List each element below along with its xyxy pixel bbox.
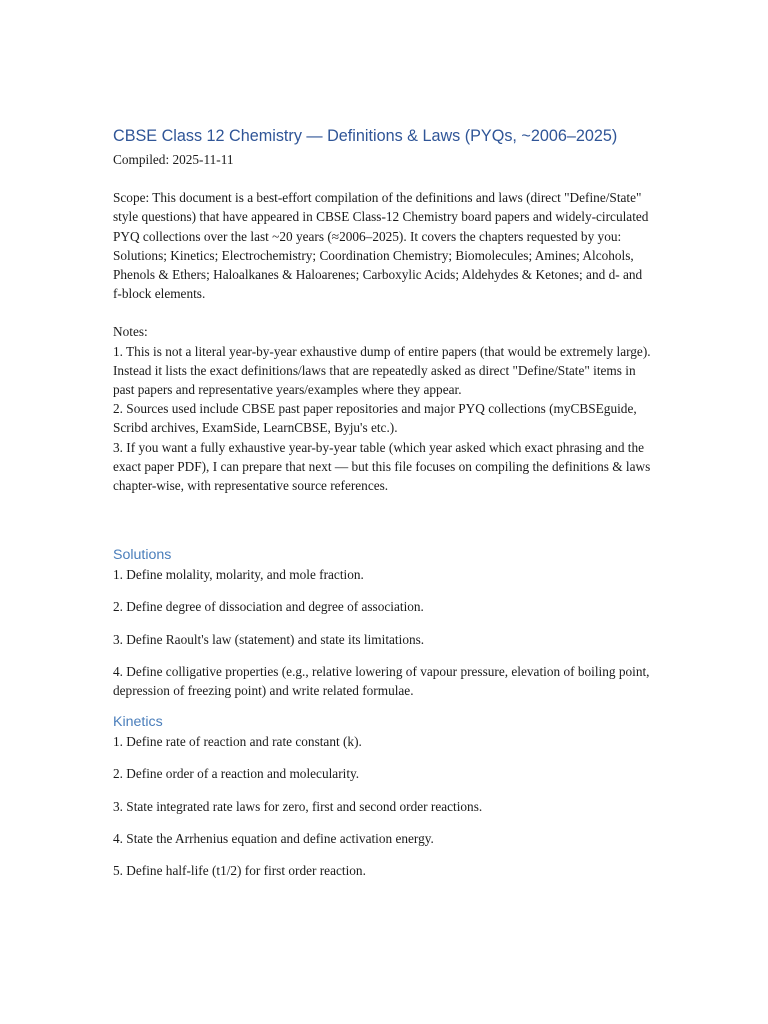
section-heading-solutions: Solutions	[113, 547, 172, 564]
note-item-2: 2. Sources used include CBSE past paper repositories and major PYQ collections (myCBSEguide, Scribd archives, ExamSide, LearnCBSE, Byju's etc.).	[113, 401, 637, 436]
compiled-date: Compiled: 2025-11-11	[113, 152, 234, 167]
solutions-item-1: 1. Define molality, molarity, and mole fraction.	[113, 567, 364, 583]
document-content	[113, 124, 653, 880]
solutions-item-4: 4. Define colligative properties (e.g., relative lowering of vapour pressure, elevation of boiling point, depression of freezing point) and write related formulae.	[113, 663, 650, 699]
kinetics-item-5: 5. Define half-life (t1/2) for first order reaction.	[113, 863, 366, 879]
solutions-item-3: 3. Define Raoult's law (statement) and state its limitations.	[113, 631, 425, 647]
document-title: CBSE Class 12 Chemistry — Definitions & Laws (PYQs, ~2006–2025)	[113, 127, 618, 145]
section-heading-kinetics: Kinetics	[113, 714, 163, 731]
kinetics-item-1: 1. Define rate of reaction and rate constant (k).	[113, 734, 362, 750]
solutions-item-2: 2. Define degree of dissociation and degree of association.	[113, 599, 424, 615]
notes-heading: Notes:	[113, 324, 148, 340]
notes-block	[113, 322, 653, 495]
kinetics-item-2: 2. Define order of a reaction and molecularity.	[113, 766, 360, 782]
kinetics-item-4: 4. State the Arrhenius equation and define activation energy.	[113, 830, 434, 846]
scope-paragraph: Scope: This document is a best-effort compilation of the definitions and laws (direct "Define/State" style questions) that have appeared in CBSE Class-12 Chemistry board papers and widely-circulated PYQ collections over the last ~20 years (≈2006–2025). It covers the chapters requested by you: Solutions; Kinetics; Electrochemistry; Coordination Chemistry; Biomolecules; Amines; Alcohols, Phenols & Ethers; Haloalkanes & Haloarenes; Carboxylic Acids; Aldehydes & Ketones; and d- and f-block elements.	[113, 190, 649, 302]
note-item-3: 3. If you want a fully exhaustive year-by-year table (which year asked which exact phrasing and the exact paper PDF), I can prepare that next — but this file focuses on compiling the definitions & laws chapter-wise, with representative source references.	[113, 439, 651, 494]
note-item-1: 1. This is not a literal year-by-year exhaustive dump of entire papers (that would be extremely large). Instead it lists the exact definitions/laws that are repeatedly asked as direct "Define/State" items in past papers and representative years/examples where they appear.	[113, 343, 651, 398]
kinetics-item-3: 3. State integrated rate laws for zero, first and second order reactions.	[113, 798, 483, 814]
